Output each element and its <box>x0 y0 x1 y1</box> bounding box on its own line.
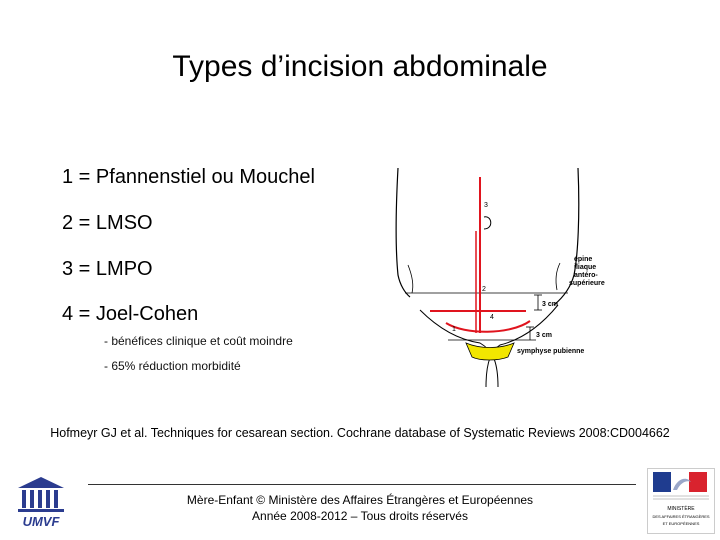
sub-item-morbidite: - 65% réduction morbidité <box>104 359 241 373</box>
list-item-lmso: 2 = LMSO <box>62 212 153 234</box>
left-flank-outline <box>396 168 410 297</box>
label-distance-lower: 3 cm <box>536 332 552 339</box>
label-incision-3: 3 <box>484 202 488 209</box>
label-incision-2: 2 <box>482 286 486 293</box>
abdominal-incision-diagram <box>380 165 630 395</box>
list-item-pfannenstiel: 1 = Pfannenstiel ou Mouchel <box>62 166 315 188</box>
label-epine-1: épine <box>574 256 593 263</box>
list-item-lmpo: 3 = LMPO <box>62 258 153 280</box>
ministry-logo-svg <box>647 468 715 534</box>
incision-diagram-svg <box>380 165 630 390</box>
footer-divider <box>88 484 636 485</box>
umbilicus <box>484 217 491 229</box>
slide-title: Types d’incision abdominale <box>172 50 548 83</box>
ministry-logo <box>647 468 715 539</box>
footer-copyright <box>150 492 570 524</box>
footer-line-1: Mère-Enfant © Ministère des Affaires Étrangères et Européennes <box>186 493 534 507</box>
label-epine-3: antéro- <box>574 272 598 279</box>
incision-1-pfannenstiel <box>446 321 530 332</box>
right-iliac-outline <box>556 263 560 290</box>
footer-line-2: Année 2008-2012 – Tous droits réservés <box>252 509 468 523</box>
label-incision-4: 4 <box>490 314 494 321</box>
umvf-logo-text: UMVF <box>22 514 60 529</box>
umvf-logo-svg <box>10 474 72 530</box>
umvf-pediment <box>18 477 64 488</box>
ministry-logo-line2: DES AFFAIRES ÉTRANGÈRES <box>652 514 710 519</box>
label-epine-4: supérieure <box>569 280 605 287</box>
ministry-logo-line3: ET EUROPÉENNES <box>662 521 700 526</box>
flag-blue <box>653 472 671 492</box>
sub-item-benefices: - bénéfices clinique et coût moindre <box>104 334 293 348</box>
label-epine-2: iliaque <box>574 264 597 271</box>
symphysis-pubis-shape <box>466 343 514 360</box>
label-distance-upper: 3 cm <box>542 301 558 308</box>
flag-red <box>689 472 707 492</box>
label-symphyse: symphyse pubienne <box>517 348 585 355</box>
ministry-logo-line1: MINISTÈRE <box>667 506 695 512</box>
label-incision-1: 1 <box>452 326 456 333</box>
right-groin-outline <box>486 305 558 387</box>
umvf-logo <box>10 474 72 535</box>
left-iliac-outline <box>408 265 413 293</box>
list-item-joel-cohen: 4 = Joel-Cohen <box>62 303 199 325</box>
citation-reference: Hofmeyr GJ et al. Techniques for cesarean section. Cochrane database of Systematic Reviews 2008:CD004662 <box>50 426 670 440</box>
